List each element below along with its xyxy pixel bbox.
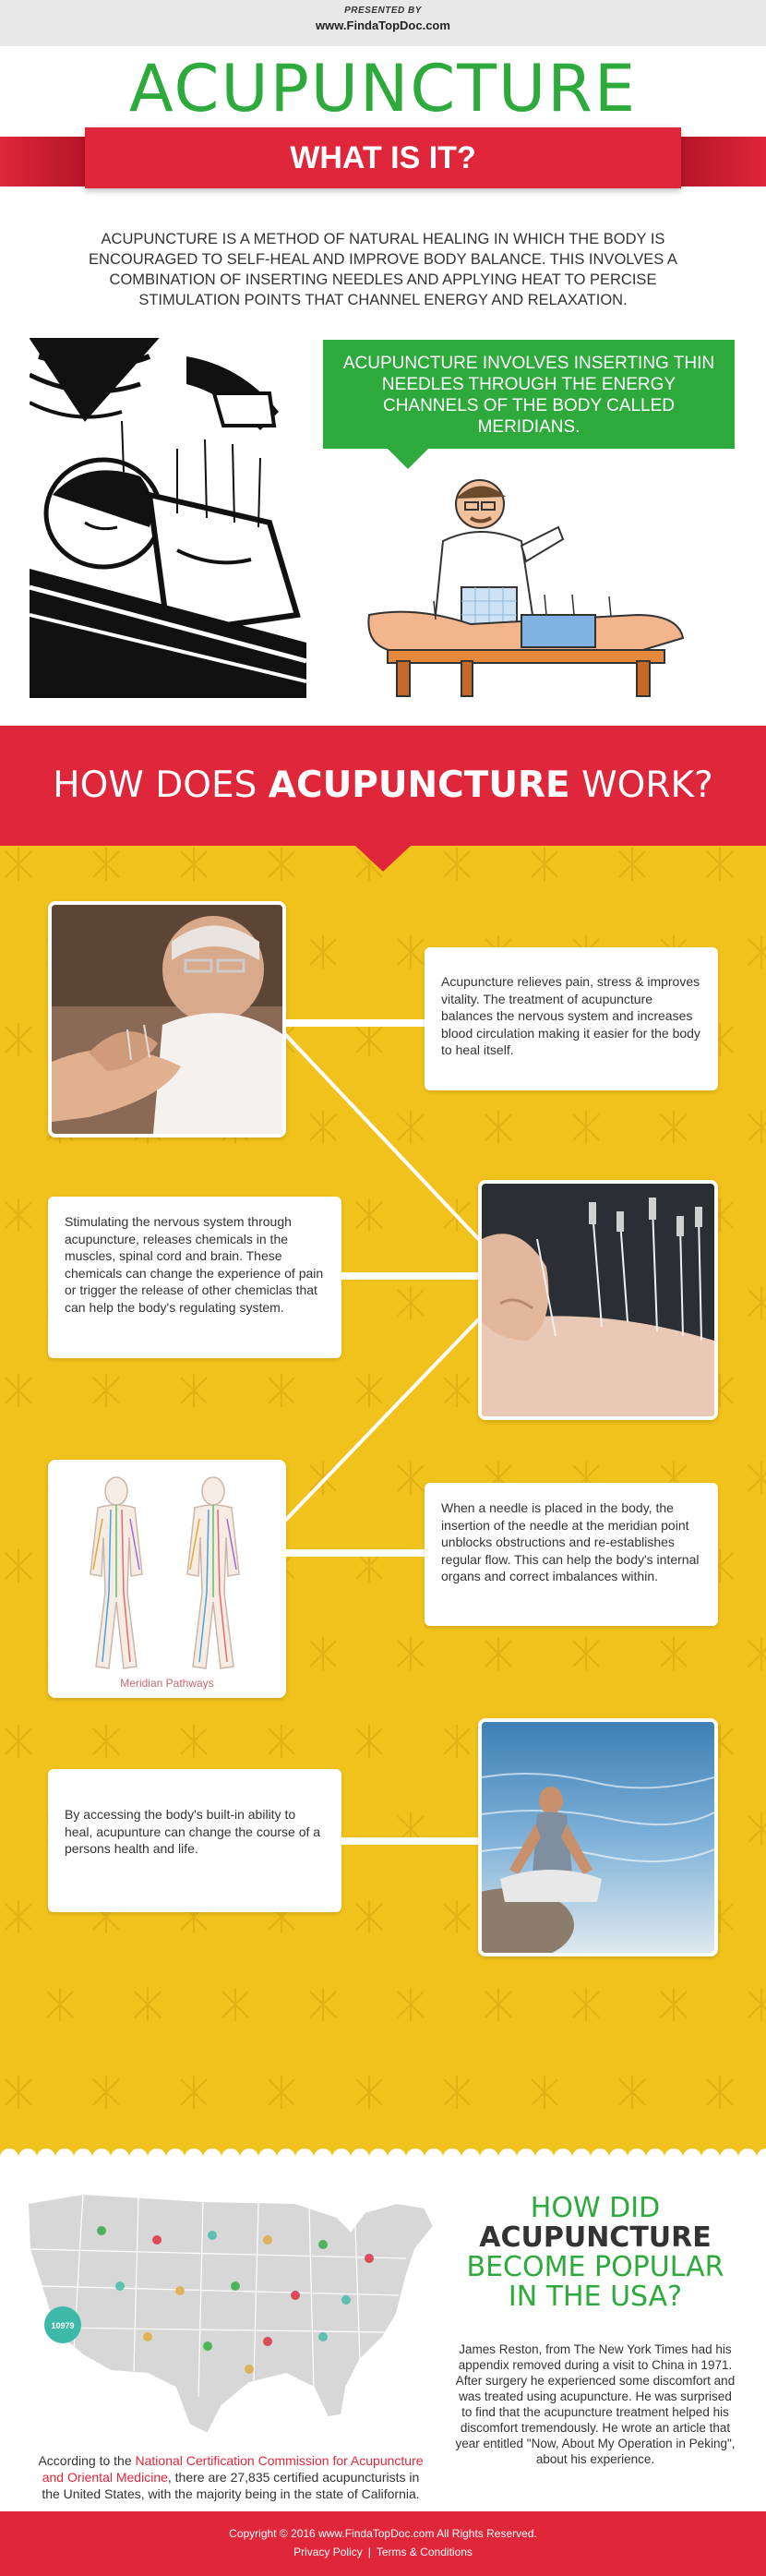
intro-paragraph: ACUPUNCTURE IS A METHOD OF NATURAL HEALING IN WHICH THE BODY IS ENCOURAGED TO SELF-HEAL AND IMPROVE BODY BALANCE. THIS INVOLVES A COMBINATION OF INSERTING NEEDLES AND APPLYING HEAT TO PERCISE STIMULATION POINTS THAT CHANNEL ENERGY AND RELAXATION. [89, 231, 677, 308]
reston-story: James Reston, from The New York Times had his appendix removed during a visit to China in 1971. After surgery he experienced some discomfort and was treated using acupuncture. He was surprised to find that the acupuncture treatment helped his discomfort tremendously. He wrote an article that year entitled "Now, About My Operation in Peking", about his experience. [455, 2342, 736, 2466]
how-it-works-section [0, 846, 766, 2157]
copyright-text: Copyright © 2016 www.FindaTopDoc.com All Rights Reserved. [229, 2527, 537, 2540]
photo-meditation-beach [478, 1718, 718, 1956]
page-title: ACUPUNCTURE [128, 51, 638, 126]
info-card-meridian-point: When a needle is placed in the body, the insertion of the needle at the meridian point unblocks obstructions and re-establishes regular flow. This can help the body's internal organs and correct imbalances within. [425, 1483, 718, 1626]
how-title-bold: ACUPUNCTURE [268, 764, 570, 806]
photo-needles-in-skin [478, 1180, 718, 1420]
site-link[interactable]: www.FindaTopDoc.com [316, 18, 450, 32]
photo-meridian-pathways [48, 1460, 286, 1698]
info-card-nervous-system: Stimulating the nervous system through acupuncture, releases chemicals in the muscles, spinal cord and brain. These chemicals can change the experience of pain or trigger the release of other chemiclas that can help the body's regulating system. [48, 1197, 341, 1358]
info-card-self-heal: By accessing the body's built-in ability to heal, acupunture can change the course of a persons health and life. [48, 1769, 341, 1912]
certification-note: According to the National Certification Commission for Acupuncture and Oriental Medicine, there are 27,835 certified acupuncturists in the United States, with the majority being in the state of California. [38, 2453, 424, 2501]
popularity-title-bold: ACUPUNCTURE [479, 2221, 712, 2254]
how-title-post: WORK? [569, 764, 713, 806]
doctor-treating-patient-illustration [360, 476, 701, 698]
how-it-works-banner [0, 726, 766, 846]
popularity-title [443, 2194, 748, 2312]
usa-acupuncturist-map [18, 2175, 452, 2443]
popularity-section [0, 2157, 766, 2554]
nccaom-link[interactable]: National Certification Commission for Acupuncture and Oriental Medicine [42, 2453, 424, 2485]
footer-links [0, 2546, 766, 2558]
popularity-title-line4: IN THE USA? [508, 2281, 683, 2313]
what-is-it-row [0, 329, 766, 726]
what-is-it-ribbon [0, 127, 766, 198]
how-title-pre: HOW DOES [53, 764, 269, 806]
footer-separator: | [367, 2546, 371, 2558]
popularity-title-line1: HOW DID [530, 2192, 661, 2224]
sleeping-patient-illustration [30, 338, 306, 698]
presented-by-label: PRESENTED BY [344, 6, 422, 16]
scallop-edge [0, 2139, 766, 2157]
terms-link[interactable]: Terms & Conditions [376, 2546, 473, 2558]
meridian-caption: Meridian Pathways [120, 1677, 214, 1690]
california-count: 10979 [51, 2321, 75, 2330]
privacy-policy-link[interactable]: Privacy Policy [293, 2546, 363, 2558]
photo-acupuncturist [48, 901, 286, 1138]
info-card-vitality: Acupuncture relieves pain, stress & improves vitality. The treatment of acupuncture balances the nervous system and increases blood circulation making it easier for the body to heal itself. [425, 947, 718, 1090]
popularity-title-line3: BECOME POPULAR [466, 2251, 724, 2283]
footer [0, 2511, 766, 2576]
presented-by-bar [0, 0, 766, 46]
what-is-it-heading: WHAT IS IT? [85, 127, 681, 188]
meridians-callout: ACUPUNCTURE INVOLVES INSERTING THIN NEEDLES THROUGH THE ENERGY CHANNELS OF THE BODY CALLED MERIDIANS. [323, 340, 735, 449]
